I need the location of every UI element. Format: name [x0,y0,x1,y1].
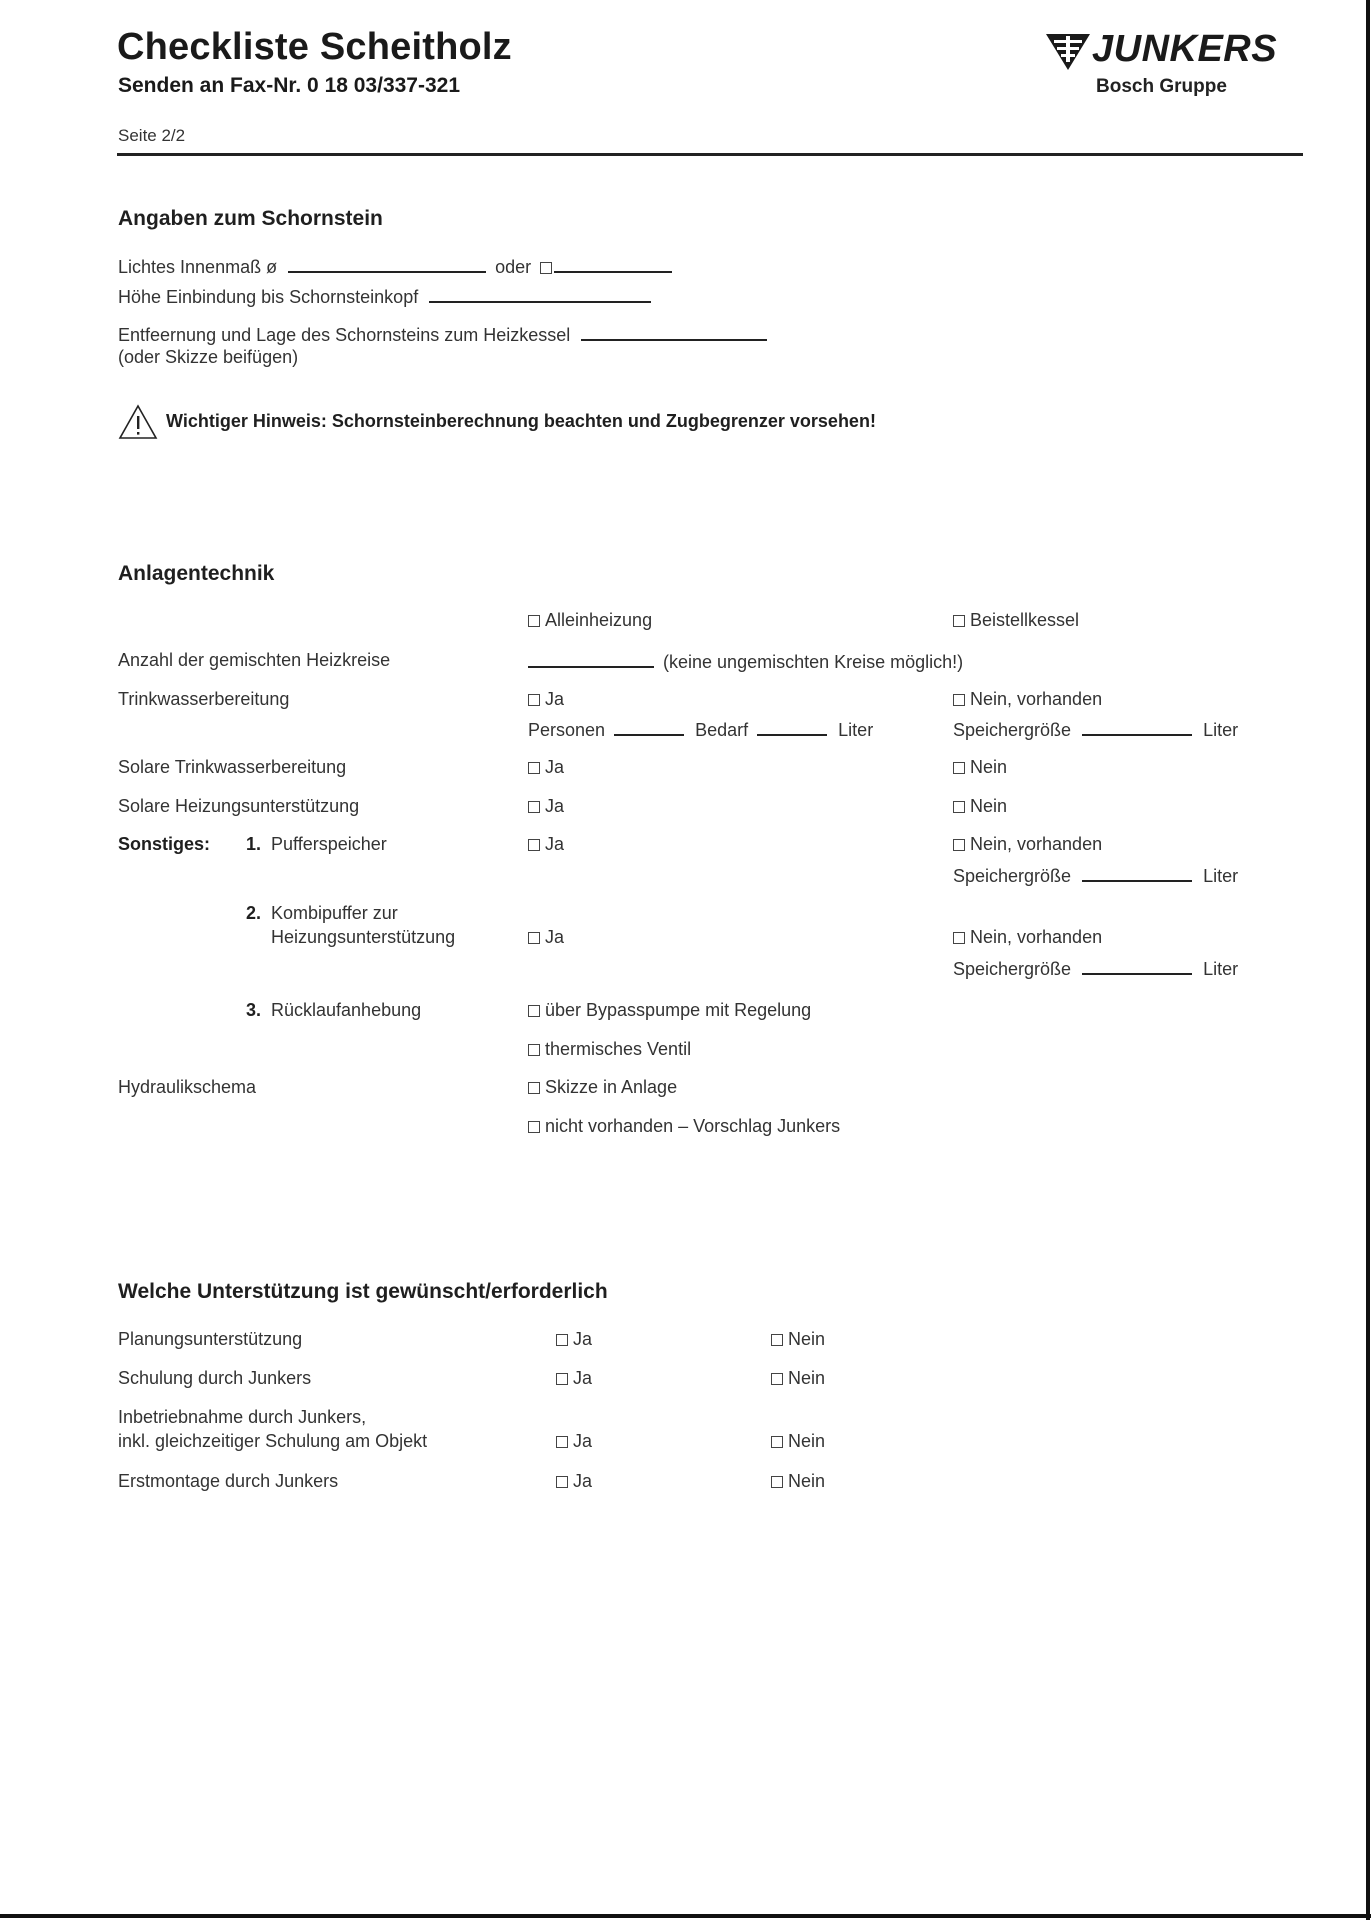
checkbox[interactable] [771,1373,783,1385]
row-hoehe [118,285,651,308]
option-label: über Bypasspumpe mit Regelung [545,1000,812,1020]
innenmass-diameter-field[interactable] [288,255,486,273]
checkbox[interactable] [556,1334,568,1346]
option-label: Ja [545,927,565,947]
heizkreise-count-field[interactable] [528,650,654,668]
sonstiges-label: Sonstiges: [118,834,211,854]
junkers-triangle-logo-icon [1044,32,1092,72]
section-heading-anlagentechnik: Anlagentechnik [118,562,275,585]
trinkwasser-ja-option[interactable] [528,689,564,710]
row-entfernung [118,323,767,346]
junkers-logo [1044,28,1304,108]
option-label: Beistellkessel [970,610,1080,630]
checkbox[interactable] [528,1044,540,1056]
checkbox[interactable] [528,1082,540,1094]
logo-group: Bosch Gruppe [1096,76,1227,97]
header-divider [117,153,1303,156]
option-label: Ja [545,796,565,816]
hoehe-field[interactable] [429,285,651,303]
liter-label: Liter [1203,720,1239,740]
fax-number-subtitle: Senden an Fax-Nr. 0 18 03/337-321 [118,74,461,97]
kombipuffer-label-line2: Heizungsunterstützung [271,927,456,947]
item2-number: 2. [246,903,262,923]
option-label: Ja [573,1329,593,1349]
innenmass-rect-field[interactable] [554,255,672,273]
section-heading-schornstein: Angaben zum Schornstein [118,207,383,230]
item3-number: 3. [246,1000,262,1020]
planung-ja-option[interactable] [556,1329,592,1350]
option-label: Ja [545,689,565,709]
erstmontage-nein-option[interactable] [771,1471,825,1492]
kombipuffer-label-line1: Kombipuffer zur [271,903,398,923]
option-label: Nein [788,1471,826,1491]
checkbox[interactable] [953,694,965,706]
checkbox[interactable] [528,694,540,706]
bedarf-label: Bedarf [695,720,749,740]
option-label: nicht vorhanden – Vorschlag Junkers [545,1116,841,1136]
option-label: Alleinheizung [545,610,653,630]
checkbox[interactable] [556,1436,568,1448]
solar-hz-ja-option[interactable] [528,796,564,817]
row-innenmass [118,255,672,278]
inbetriebnahme-ja-option[interactable] [556,1431,592,1452]
warning-text: Wichtiger Hinweis: Schornsteinberechnung beachten und Zugbegrenzer vorsehen! [166,411,876,431]
beistellkessel-option[interactable] [953,610,1079,631]
checkbox[interactable] [953,932,965,944]
schulung-label: Schulung durch Junkers [118,1368,312,1388]
page-border-right [1366,0,1370,1920]
checkbox[interactable] [528,801,540,813]
checkbox[interactable] [528,615,540,627]
checkbox[interactable] [528,1121,540,1133]
solar-hz-nein-option[interactable] [953,796,1007,817]
page-title: Checkliste Scheitholz [117,26,512,68]
option-label: Skizze in Anlage [545,1077,678,1097]
schulung-nein-option[interactable] [771,1368,825,1389]
innenmass-label: Lichtes Innenmaß ø [118,257,278,277]
speicher-label: Speichergröße [953,866,1072,886]
checkbox[interactable] [556,1476,568,1488]
kombipuffer-ja-option[interactable] [528,927,564,948]
liter-label: Liter [838,720,874,740]
checkbox[interactable] [771,1334,783,1346]
trinkwasser-label: Trinkwasserbereitung [118,689,290,709]
page-number: Seite 2/2 [118,126,186,145]
personen-field[interactable] [614,718,684,736]
puffer-ja-option[interactable] [528,834,564,855]
row-speicher-puffer [953,864,1238,887]
oder-label: oder [495,257,532,277]
speicher-puffer-field[interactable] [1082,864,1192,882]
planung-label: Planungsunterstützung [118,1329,303,1349]
alleinheizung-option[interactable] [528,610,652,631]
personen-label: Personen [528,720,606,740]
checkbox[interactable] [771,1476,783,1488]
checkbox[interactable] [771,1436,783,1448]
checkbox[interactable] [953,762,965,774]
puffer-nein-option[interactable] [953,834,1102,855]
thermisches-ventil-option[interactable] [528,1039,691,1060]
checkbox[interactable] [953,801,965,813]
row-speicher-kombi [953,957,1238,980]
schulung-ja-option[interactable] [556,1368,592,1389]
rectangular-checkbox[interactable] [540,262,552,274]
bedarf-field[interactable] [757,718,827,736]
checkbox[interactable] [953,615,965,627]
row-speicher-tw [953,718,1238,741]
hoehe-label: Höhe Einbindung bis Schornsteinkopf [118,287,419,307]
option-label: Nein [970,796,1008,816]
liter-label: Liter [1203,959,1239,979]
checkbox[interactable] [528,1005,540,1017]
checkbox[interactable] [556,1373,568,1385]
row-personen-bedarf [528,718,873,741]
option-label: Nein [788,1368,826,1388]
item1-number: 1. [246,834,262,854]
heizkreise-note: (keine ungemischten Kreise möglich!) [663,652,964,672]
skizze-anlage-option[interactable] [528,1077,677,1098]
erstmontage-label: Erstmontage durch Junkers [118,1471,339,1491]
row-heizkreise-field [528,650,963,673]
option-label: Nein [970,757,1008,777]
page-border-bottom [0,1914,1371,1918]
trinkwasser-nein-option[interactable] [953,689,1102,710]
speicher-tw-field[interactable] [1082,718,1192,736]
option-label: Nein, vorhanden [970,689,1103,709]
option-label: Ja [545,757,565,777]
option-label: Ja [573,1431,593,1451]
warning-triangle-icon [118,404,158,440]
option-label: Ja [573,1471,593,1491]
solar-hz-label: Solare Heizungsunterstützung [118,796,360,816]
speicher-label: Speichergröße [953,720,1072,740]
speicher-kombi-field[interactable] [1082,957,1192,975]
planung-nein-option[interactable] [771,1329,825,1350]
entfernung-label: Entfeernung und Lage des Schornsteins zum Heizkessel [118,325,571,345]
ruecklauf-label: Rücklaufanhebung [271,1000,422,1020]
option-label: Ja [573,1368,593,1388]
logo-brand: JUNKERS [1092,28,1278,70]
bypasspumpe-option[interactable] [528,1000,811,1021]
hydraulik-label: Hydraulikschema [118,1077,257,1097]
liter-label: Liter [1203,866,1239,886]
option-label: Nein [788,1431,826,1451]
erstmontage-ja-option[interactable] [556,1471,592,1492]
option-label: Nein, vorhanden [970,834,1103,854]
option-label: Nein, vorhanden [970,927,1103,947]
option-label: Ja [545,834,565,854]
option-label: thermisches Ventil [545,1039,692,1059]
inbetriebnahme-label-line2: inkl. gleichzeitiger Schulung am Objekt [118,1431,428,1451]
vorschlag-junkers-option[interactable] [528,1116,840,1137]
solar-tw-nein-option[interactable] [953,757,1007,778]
checkbox[interactable] [528,762,540,774]
inbetriebnahme-nein-option[interactable] [771,1431,825,1452]
checkbox[interactable] [528,932,540,944]
heizkreise-label: Anzahl der gemischten Heizkreise [118,650,391,670]
option-label: Nein [788,1329,826,1349]
entfernung-field[interactable] [581,323,767,341]
kombipuffer-nein-option[interactable] [953,927,1102,948]
solar-tw-label: Solare Trinkwasserbereitung [118,757,347,777]
checkbox[interactable] [528,839,540,851]
speicher-label: Speichergröße [953,959,1072,979]
entfernung-sub-label: (oder Skizze beifügen) [118,347,299,367]
checkbox[interactable] [953,839,965,851]
inbetriebnahme-label-line1: Inbetriebnahme durch Junkers, [118,1407,367,1427]
pufferspeicher-label: Pufferspeicher [271,834,387,854]
solar-tw-ja-option[interactable] [528,757,564,778]
section-heading-unterstuetzung: Welche Unterstützung ist gewünscht/erforderlich [118,1280,608,1303]
